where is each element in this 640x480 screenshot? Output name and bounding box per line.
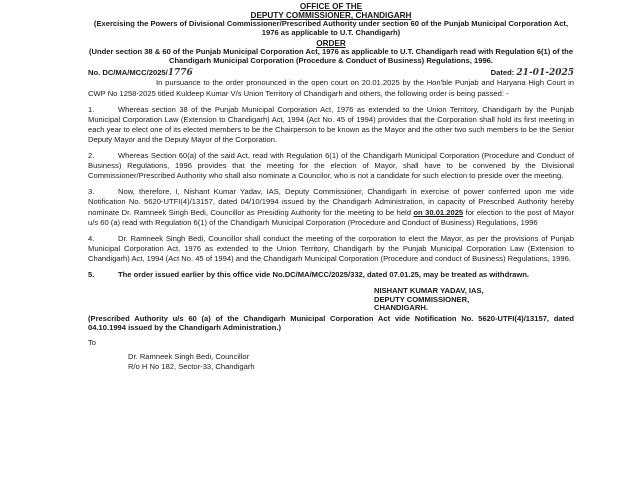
- order-subheading: (Under section 38 & 60 of the Punjab Municipal Corporation Act, 1976 as applicable to U.T. Chandigarh read with Regulation 6(1) of the Chandigarh Municipal Corporation (Procedure & Conduct of Business) Regulations, 1996.: [88, 47, 574, 65]
- prescribed-authority-note: (Prescribed Authority u/s 60 (a) of the Chandigarh Municipal Corporation Act vide Notification No. 5620-UTFI(4)/13157, dated 04.10.1994 issued by the Chandigarh Administration.): [88, 313, 574, 332]
- paragraph-1: [88, 105, 574, 145]
- paragraph-3: [88, 187, 574, 227]
- to-label: To: [88, 337, 97, 347]
- intro-paragraph: In pursuance to the order pronounced in the open court on 20.01.2025 by the Hon'ble Punjab and Haryana High Court in CWP No 1258-2025 titled Kuldeep Kumar V/s Union Territory of Chandigarh and others, the following order is being passed: -: [88, 78, 574, 98]
- paragraph-number: 2.: [88, 151, 95, 161]
- signature-block: [88, 287, 574, 313]
- addressee-name: Dr. Ramneek Singh Bedi, Councillor: [128, 351, 250, 361]
- paragraph-text-cont: for election to the post of Mayor u/s 60 (a) read with Regulation 6(1) of the Chandigarh Municipal Corporation (Procedure and Conduct of Business) Regulations, 1996: [88, 207, 574, 227]
- signatory-designation: DEPUTY COMMISSIONER,: [374, 294, 470, 304]
- paragraph-text: Now, therefore, I, Nishant Kumar Yadav, IAS, Deputy Commissioner, Chandigarh in exercise of power conferred upon me vide Notification No. 5620-UTFI(4)/13157, dated 04/10/1994 issued by the Chandigarh Administration, in capacity of Prescribed Authority hereby nominate Dr. Ramneek Singh Bedi, Councillor as Presiding Authority for the meeting to be held: [88, 187, 574, 217]
- order-date: [491, 68, 574, 78]
- paragraph-4: [88, 234, 574, 264]
- paragraph-5: [88, 270, 574, 280]
- powers-note: (Exercising the Powers of Divisional Commissioner/Prescribed Authority under section 60 of the Punjab Municipal Corporation Act, 1976 as applicable to U.T. Chandigarh): [93, 19, 569, 37]
- order-number-label: No. DC/MA/MCC/2025/: [88, 68, 168, 78]
- paragraph-number: 4.: [88, 233, 95, 243]
- meeting-date: on 30.01.2025: [413, 207, 464, 217]
- signatory-place: CHANDIGARH.: [374, 303, 428, 313]
- signatory-name: NISHANT KUMAR YADAV, IAS,: [374, 286, 484, 296]
- office-line: OFFICE OF THE: [299, 2, 363, 11]
- order-date-handwritten: 21-01-2025: [516, 68, 574, 79]
- paragraph-text: The order issued earlier by this office vide No.DC/MA/MCC/2025/332, dated 07.01.25, may be treated as withdrawn.: [118, 269, 530, 279]
- paragraph-text: Whereas Section 60(a) of the said Act, read with Regulation 6(1) of the Chandigarh Municipal Corporation (Procedure and Conduct of Business) Regulations, 1996 provides that the meeting for the election of Mayor, shall have to be convened by the Divisional Commissioner/Prescribed Authority who shall also nominate a Councilor, who is not a candidate for such election to preside over the meeting.: [88, 151, 574, 181]
- addressee-address: R/o H No 182, Sector-33, Chandigarh: [128, 361, 255, 371]
- paragraph-2: [88, 151, 574, 181]
- paragraph-text: Dr. Ramneek Singh Bedi, Councillor shall conduct the meeting of the corporation to elect the Mayor, as per the provisions of Punjab Municipal Corporation Act, 1976 as extended to the Union Territory, Chandigarh by the Punjab Municipal Corporation Law (Extension to Chandigarh) Act, 1994 (Act No. 45 of 1994) and the Chandigarh Municipal Corporation (Procedure and conduct of Business) Regulations, 1996.: [88, 233, 574, 263]
- order-number: [88, 68, 193, 78]
- order-number-handwritten: 1776: [167, 68, 193, 79]
- paragraph-number: 5.: [88, 269, 95, 279]
- paragraph-number: 1.: [88, 104, 95, 114]
- paragraph-text: Whereas section 38 of the Punjab Municipal Corporation Act, 1976 as extended to the Union Territory, Chandigarh by the Punjab Municipal Corporation Law (Extension to Chandigarh) Act, 1994 (Act No. 45 of 1994) provides that the Corporation shall hold its first meeting in each year to elect one of its elected members to be the Chairperson to be known as the Mayor and the other two such members to be the Senior Deputy Mayor and the Deputy Mayor of the Corporation.: [88, 104, 574, 144]
- order-date-label: Dated:: [490, 68, 515, 78]
- order-number-row: [88, 68, 574, 78]
- office-title: DEPUTY COMMISSIONER, CHANDIGARH: [250, 11, 412, 20]
- paragraph-number: 3.: [88, 187, 95, 197]
- order-heading: ORDER: [316, 39, 346, 49]
